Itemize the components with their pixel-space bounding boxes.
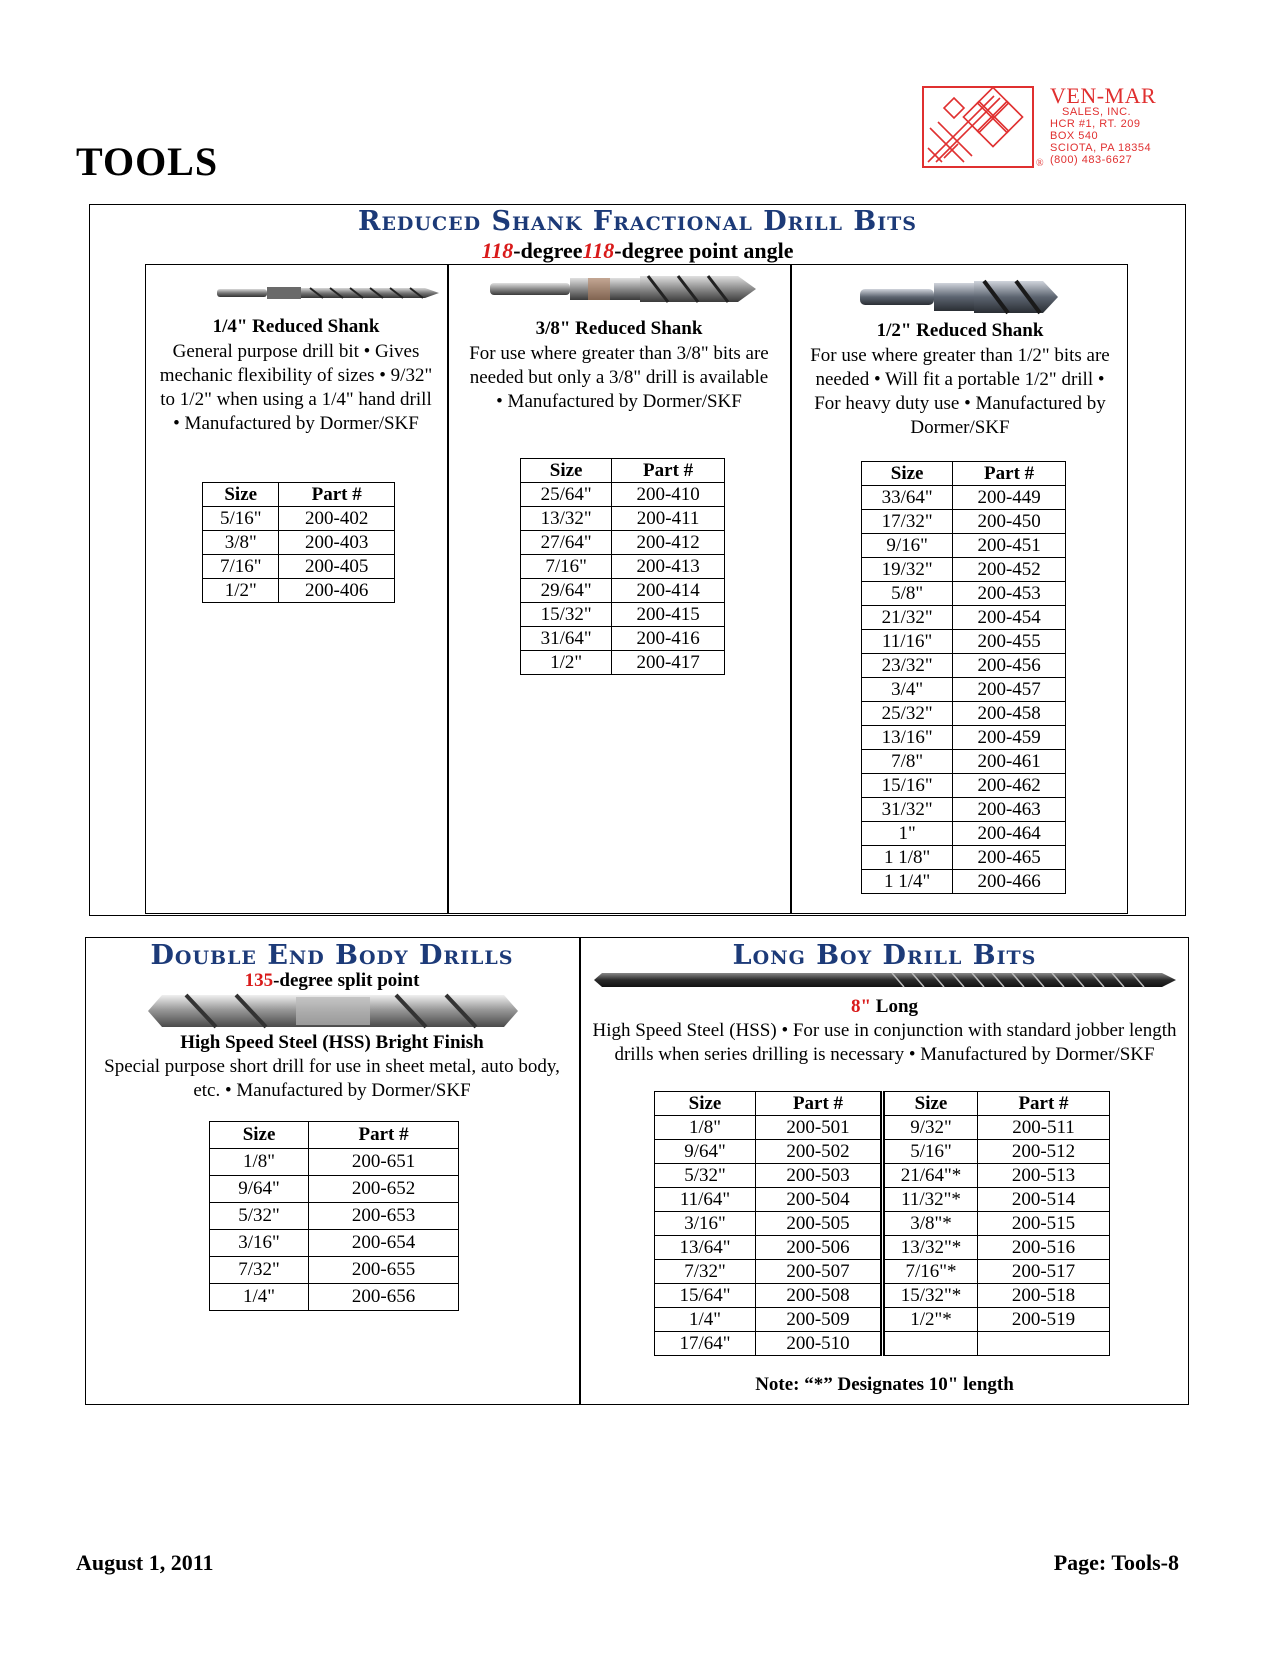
- part-number-cell: 200-656: [309, 1284, 459, 1311]
- size-header: Size: [203, 483, 279, 507]
- part-number-cell: 200-456: [953, 654, 1066, 678]
- part-number-cell: 200-452: [953, 558, 1066, 582]
- size-cell: 1/8": [210, 1149, 309, 1176]
- table-row: [862, 750, 1066, 774]
- table-row: [655, 1188, 1110, 1212]
- logo-line2: HCR #1, RT. 209: [1050, 118, 1141, 130]
- ven-mar-logo: [922, 83, 1192, 174]
- column-divider: [447, 264, 449, 914]
- part-number-cell: 200-651: [309, 1149, 459, 1176]
- table-row: [655, 1140, 1110, 1164]
- part-number-cell: 200-411: [612, 507, 725, 531]
- size-cell: 13/16": [862, 726, 953, 750]
- size-cell: 31/32": [862, 798, 953, 822]
- size-cell: 17/64": [655, 1332, 756, 1356]
- column3-description: For use where greater than 1/2" bits are needed • Will fit a portable 1/2" drill • For heavy duty use • Manufactured by Dormer/SKF: [810, 345, 1110, 438]
- table-row: [862, 534, 1066, 558]
- part-number-cell: 200-406: [279, 579, 395, 603]
- size-cell: 9/16": [862, 534, 953, 558]
- half-inch-drill-bit-image: [858, 277, 1062, 317]
- long-boy-note: Note: “*” Designates 10" length: [755, 1374, 1014, 1395]
- part-number-cell: 200-449: [953, 486, 1066, 510]
- angle-value: 118: [582, 238, 615, 263]
- size-cell: 3/8": [203, 531, 279, 555]
- column-divider: [790, 264, 792, 914]
- part-header: Part #: [279, 483, 395, 507]
- table-row: [521, 627, 725, 651]
- table-body: [655, 1116, 1110, 1356]
- part-number-cell: 200-405: [279, 555, 395, 579]
- part-number-cell: 200-501: [756, 1116, 883, 1140]
- part-number-cell: 200-465: [953, 846, 1066, 870]
- size-cell: 3/16": [655, 1212, 756, 1236]
- part-number-cell: 200-413: [612, 555, 725, 579]
- part-number-cell: 200-505: [756, 1212, 883, 1236]
- angle-value: 118: [481, 238, 514, 263]
- part-number-cell: 200-417: [612, 651, 725, 675]
- part-number-cell: 200-502: [756, 1140, 883, 1164]
- part-number-cell: 200-508: [756, 1284, 883, 1308]
- part-number-cell: 200-458: [953, 702, 1066, 726]
- size-cell: 13/64": [655, 1236, 756, 1260]
- logo-company-name: VEN-MAR: [1050, 83, 1157, 108]
- part-number-cell: 200-510: [756, 1332, 883, 1356]
- size-cell: 5/8": [862, 582, 953, 606]
- page-title: TOOLS: [76, 139, 219, 184]
- size-header: Size: [862, 462, 953, 486]
- size-cell: 25/64": [521, 483, 612, 507]
- size-cell: 5/32": [210, 1203, 309, 1230]
- double-end-drill-image: [146, 989, 520, 1033]
- size-cell: 23/32": [862, 654, 953, 678]
- size-header: Size: [210, 1122, 309, 1149]
- size-cell: 7/32": [655, 1260, 756, 1284]
- long-boy-drill-image: [592, 970, 1177, 990]
- part-number-cell: 200-412: [612, 531, 725, 555]
- part-number-cell: 200-402: [279, 507, 395, 531]
- part-number-cell: 200-453: [953, 582, 1066, 606]
- size-cell: 25/32": [862, 702, 953, 726]
- part-number-cell: 200-414: [612, 579, 725, 603]
- footer-date: August 1, 2011: [76, 1550, 214, 1575]
- table-row: [210, 1284, 459, 1311]
- size-cell: [883, 1332, 978, 1356]
- table-row: [862, 702, 1066, 726]
- part-number-cell: [978, 1332, 1110, 1356]
- size-cell: 15/64": [655, 1284, 756, 1308]
- table-header-row: [210, 1122, 459, 1149]
- part-number-cell: 200-653: [309, 1203, 459, 1230]
- size-cell: 5/32": [655, 1164, 756, 1188]
- table-row: [655, 1236, 1110, 1260]
- size-cell: 7/16": [203, 555, 279, 579]
- table-header-row: [521, 459, 725, 483]
- part-number-cell: 200-450: [953, 510, 1066, 534]
- part-number-cell: 200-518: [978, 1284, 1110, 1308]
- table-row: [203, 531, 395, 555]
- size-cell: 1 1/8": [862, 846, 953, 870]
- reduced-shank-subtitle: [89, 238, 1186, 264]
- part-number-cell: 200-506: [756, 1236, 883, 1260]
- part-number-cell: 200-403: [279, 531, 395, 555]
- size-cell: 3/8"*: [883, 1212, 978, 1236]
- part-number-cell: 200-514: [978, 1188, 1110, 1212]
- size-cell: 21/64"*: [883, 1164, 978, 1188]
- long-boy-title: Long Boy Drill Bits: [732, 940, 1037, 971]
- size-cell: 11/64": [655, 1188, 756, 1212]
- part-number-cell: 200-463: [953, 798, 1066, 822]
- part-number-cell: 200-519: [978, 1308, 1110, 1332]
- table-row: [521, 603, 725, 627]
- logo-line3: BOX 540: [1050, 130, 1099, 142]
- part-number-cell: 200-410: [612, 483, 725, 507]
- size-cell: 9/64": [655, 1140, 756, 1164]
- three-eighths-drill-bit-image: [488, 272, 760, 306]
- table-row: [521, 531, 725, 555]
- table-header-row: [862, 462, 1066, 486]
- size-cell: 1 1/4": [862, 870, 953, 894]
- column2-heading: 3/8" Reduced Shank: [535, 318, 703, 339]
- part-number-cell: 200-509: [756, 1308, 883, 1332]
- table-row: [521, 651, 725, 675]
- part-number-cell: 200-451: [953, 534, 1066, 558]
- table-row: [862, 798, 1066, 822]
- table-row: [862, 558, 1066, 582]
- size-cell: 1/8": [655, 1116, 756, 1140]
- angle-value: 135: [244, 970, 274, 991]
- logo-line1: SALES, INC.: [1062, 106, 1132, 118]
- logo-graphic: [922, 86, 1034, 168]
- long-boy-parts-table: [654, 1091, 1110, 1356]
- table-row: [862, 606, 1066, 630]
- table-row: [862, 822, 1066, 846]
- size-cell: 9/64": [210, 1176, 309, 1203]
- column1-description: General purpose drill bit • Gives mechanic flexibility of sizes • 9/32" to 1/2" when using a 1/4" hand drill • Manufactured by Dormer/SKF: [159, 341, 433, 434]
- table-body: [862, 486, 1066, 894]
- part-number-cell: 200-415: [612, 603, 725, 627]
- size-header: Size: [883, 1092, 978, 1116]
- table-row: [655, 1308, 1110, 1332]
- part-header: Part #: [756, 1092, 883, 1116]
- column3-heading: 1/2" Reduced Shank: [876, 320, 1044, 341]
- size-cell: 5/16": [203, 507, 279, 531]
- table-header-row: [203, 483, 395, 507]
- table-row: [862, 726, 1066, 750]
- table-row: [521, 579, 725, 603]
- table-row: [862, 654, 1066, 678]
- table-body: [203, 507, 395, 603]
- size-cell: 7/8": [862, 750, 953, 774]
- table-row: [210, 1257, 459, 1284]
- part-number-cell: 200-652: [309, 1176, 459, 1203]
- double-end-heading: High Speed Steel (HSS) Bright Finish: [180, 1032, 484, 1053]
- size-cell: 27/64": [521, 531, 612, 555]
- part-header: Part #: [612, 459, 725, 483]
- part-number-cell: 200-459: [953, 726, 1066, 750]
- tool-emblem-icon: [924, 88, 1032, 166]
- size-cell: 5/16": [883, 1140, 978, 1164]
- angle-text: -degree point angle: [614, 238, 794, 263]
- size-cell: 13/32"*: [883, 1236, 978, 1260]
- table-row: [210, 1176, 459, 1203]
- table-row: [862, 678, 1066, 702]
- table-header-row: [655, 1092, 1110, 1116]
- part-number-cell: 200-454: [953, 606, 1066, 630]
- table-row: [203, 555, 395, 579]
- size-cell: 7/32": [210, 1257, 309, 1284]
- size-header: Size: [521, 459, 612, 483]
- angle-text: -degree: [513, 238, 583, 263]
- size-cell: 15/32"*: [883, 1284, 978, 1308]
- column3-parts-table: [861, 461, 1066, 894]
- table-row: [655, 1164, 1110, 1188]
- size-cell: 9/32": [883, 1116, 978, 1140]
- table-row: [210, 1230, 459, 1257]
- table-row: [862, 486, 1066, 510]
- column1-parts-table: [202, 482, 395, 603]
- logo-line4: SCIOTA, PA 18354: [1050, 142, 1152, 154]
- part-number-cell: 200-507: [756, 1260, 883, 1284]
- table-row: [862, 582, 1066, 606]
- size-cell: 1/2": [521, 651, 612, 675]
- table-body: [521, 483, 725, 675]
- table-row: [862, 774, 1066, 798]
- size-cell: 1/4": [655, 1308, 756, 1332]
- size-cell: 33/64": [862, 486, 953, 510]
- table-row: [862, 870, 1066, 894]
- table-row: [521, 507, 725, 531]
- part-number-cell: 200-517: [978, 1260, 1110, 1284]
- table-row: [521, 483, 725, 507]
- table-row: [203, 579, 395, 603]
- length-value: 8": [850, 996, 872, 1017]
- column2-parts-table: [520, 458, 725, 675]
- part-number-cell: 200-464: [953, 822, 1066, 846]
- part-number-cell: 200-504: [756, 1188, 883, 1212]
- table-row: [862, 510, 1066, 534]
- long-boy-subtitle: [581, 996, 1188, 1018]
- size-cell: 15/16": [862, 774, 953, 798]
- part-number-cell: 200-455: [953, 630, 1066, 654]
- part-header: Part #: [978, 1092, 1110, 1116]
- part-number-cell: 200-503: [756, 1164, 883, 1188]
- size-cell: 21/32": [862, 606, 953, 630]
- table-row: [210, 1203, 459, 1230]
- part-number-cell: 200-462: [953, 774, 1066, 798]
- logo-registered-mark: ®: [1036, 158, 1044, 169]
- size-cell: 15/32": [521, 603, 612, 627]
- part-number-cell: 200-457: [953, 678, 1066, 702]
- size-cell: 1/4": [210, 1284, 309, 1311]
- part-number-cell: 200-512: [978, 1140, 1110, 1164]
- length-text: Long: [871, 996, 919, 1017]
- part-number-cell: 200-516: [978, 1236, 1110, 1260]
- size-cell: 11/32"*: [883, 1188, 978, 1212]
- part-header: Part #: [953, 462, 1066, 486]
- size-header: Size: [655, 1092, 756, 1116]
- table-body: [210, 1149, 459, 1311]
- size-cell: 7/16": [521, 555, 612, 579]
- part-number-cell: 200-466: [953, 870, 1066, 894]
- table-row: [655, 1212, 1110, 1236]
- part-header: Part #: [309, 1122, 459, 1149]
- double-end-title: Double End Body Drills: [150, 940, 514, 971]
- size-cell: 31/64": [521, 627, 612, 651]
- part-number-cell: 200-461: [953, 750, 1066, 774]
- table-row: [655, 1116, 1110, 1140]
- quarter-inch-drill-bit-image: [215, 280, 443, 308]
- logo-line5: (800) 483-6627: [1050, 154, 1133, 166]
- size-cell: 3/4": [862, 678, 953, 702]
- size-cell: 3/16": [210, 1230, 309, 1257]
- table-row: [655, 1260, 1110, 1284]
- table-row: [862, 630, 1066, 654]
- table-row: [655, 1284, 1110, 1308]
- column1-heading: 1/4" Reduced Shank: [212, 316, 380, 337]
- size-cell: 13/32": [521, 507, 612, 531]
- size-cell: 29/64": [521, 579, 612, 603]
- table-row: [862, 846, 1066, 870]
- double-end-parts-table: [209, 1121, 459, 1311]
- angle-text: -degree split point: [273, 970, 420, 991]
- size-cell: 1/2"*: [883, 1308, 978, 1332]
- size-cell: 19/32": [862, 558, 953, 582]
- table-row: [521, 555, 725, 579]
- part-number-cell: 200-416: [612, 627, 725, 651]
- size-cell: 1": [862, 822, 953, 846]
- part-number-cell: 200-654: [309, 1230, 459, 1257]
- logo-text: [1050, 83, 1157, 166]
- part-number-cell: 200-655: [309, 1257, 459, 1284]
- size-cell: 1/2": [203, 579, 279, 603]
- column2-description: For use where greater than 3/8" bits are needed but only a 3/8" drill is available • Manufactured by Dormer/SKF: [469, 343, 769, 412]
- long-boy-description: High Speed Steel (HSS) • For use in conjunction with standard jobber length drills when series drilling is necessary • Manufactured by Dormer/SKF: [592, 1020, 1177, 1065]
- table-row: [210, 1149, 459, 1176]
- footer-page-label: Page: Tools-8: [1053, 1550, 1179, 1575]
- size-cell: 7/16"*: [883, 1260, 978, 1284]
- part-number-cell: 200-511: [978, 1116, 1110, 1140]
- double-end-description: Special purpose short drill for use in sheet metal, auto body, etc. • Manufactured by Dormer/SKF: [104, 1056, 560, 1101]
- part-number-cell: 200-513: [978, 1164, 1110, 1188]
- size-cell: 11/16": [862, 630, 953, 654]
- table-row: [203, 507, 395, 531]
- size-cell: 17/32": [862, 510, 953, 534]
- table-row: [655, 1332, 1110, 1356]
- reduced-shank-title: Reduced Shank Fractional Drill Bits: [358, 206, 917, 237]
- part-number-cell: 200-515: [978, 1212, 1110, 1236]
